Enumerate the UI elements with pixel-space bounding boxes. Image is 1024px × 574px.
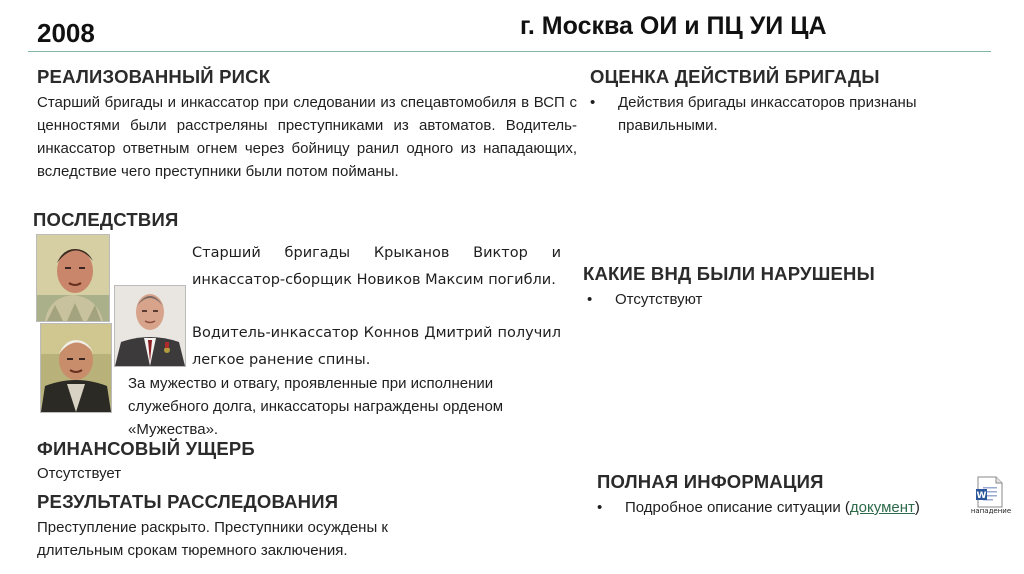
assessment-list — [590, 91, 975, 137]
violations-list — [587, 288, 967, 311]
info-item-suffix: ) — [914, 499, 920, 516]
results-heading: РЕЗУЛЬТАТЫ РАССЛЕДОВАНИЯ — [37, 491, 339, 512]
photo-portrait-1 — [36, 234, 110, 322]
icon-caption: нападение — [970, 507, 1012, 515]
photo-portrait-3 — [40, 323, 112, 413]
bullet-marker: • — [597, 499, 603, 516]
word-document-icon[interactable] — [966, 476, 1016, 518]
photo-portrait-2 — [114, 285, 186, 367]
risk-text: Старший бригады и инкассатор при следовании из спецавтомобиля в ВСП с ценностями были расстреляны преступниками из автоматов. Водитель-инкассатор ответным огнем через бойницу ранил одного из нападающих, вследствие чего преступники были потом пойманы. — [37, 94, 577, 180]
list-item — [590, 91, 975, 137]
consequences-text-1: Старший бригады Крыканов Виктор и инкассатор-сборщик Новиков Максим погибли. — [192, 245, 561, 288]
info-list — [597, 496, 967, 519]
info-heading: ПОЛНАЯ ИНФОРМАЦИЯ — [597, 471, 824, 492]
bullet-marker: • — [590, 94, 596, 111]
violations-heading: КАКИЕ ВНД БЫЛИ НАРУШЕНЫ — [583, 263, 875, 284]
info-item — [625, 496, 920, 519]
year-label: 2008 — [37, 18, 95, 48]
financial-heading: ФИНАНСОВЫЙ УЩЕРБ — [37, 438, 255, 459]
violations-item-text: Отсутствуют — [615, 291, 703, 308]
svg-text:W: W — [976, 491, 987, 501]
list-item — [587, 288, 967, 311]
consequences-text-2: Водитель-инкассатор Коннов Дмитрий получил легкое ранение спины. — [192, 325, 561, 368]
assessment-heading: ОЦЕНКА ДЕЙСТВИЙ БРИГАДЫ — [590, 66, 880, 87]
consequences-heading: ПОСЛЕДСТВИЯ — [33, 209, 179, 230]
info-item-prefix: Подробное описание ситуации ( — [625, 499, 850, 516]
assessment-item-text: Действия бригады инкассаторов признаны правильными. — [618, 94, 917, 134]
header-divider — [28, 51, 991, 52]
document-link[interactable]: документ — [849, 499, 915, 516]
financial-text: Отсутствует — [37, 465, 122, 482]
risk-heading: РЕАЛИЗОВАННЫЙ РИСК — [37, 66, 271, 87]
slide-title: г. Москва ОИ и ПЦ УИ ЦА — [520, 12, 827, 40]
bullet-marker: • — [587, 291, 593, 308]
list-item — [597, 496, 967, 519]
award-text: За мужество и отвагу, проявленные при исполнении служебного долга, инкассаторы награждены орденом «Мужества». — [128, 375, 504, 438]
results-text: Преступление раскрыто. Преступники осуждены к длительным срокам тюремного заключения. — [37, 519, 388, 559]
